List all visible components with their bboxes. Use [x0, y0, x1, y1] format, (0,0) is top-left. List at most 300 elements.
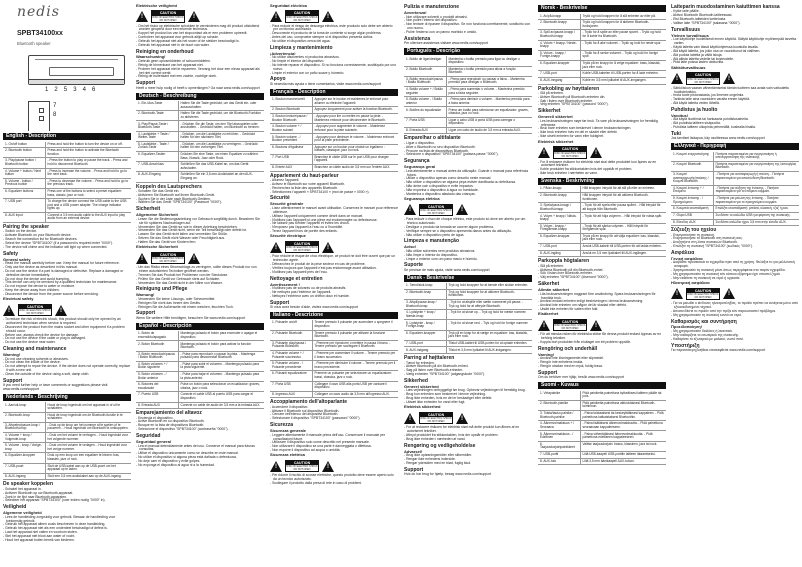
list-item: - Vælg enheden "SPBT34100" (adgangskode "0000").: [404, 373, 532, 377]
table-row: [538, 244, 666, 251]
table-row: [404, 107, 532, 117]
part-name: 4. Κουμπί έντασης + / Επόμενο: [671, 185, 713, 195]
warning-triangle-icon: [136, 11, 148, 22]
part-name: 4. Volym + knapp / Nästa-knapp: [538, 213, 580, 223]
part-description: - Πατήστε για μείωση της έντασης. - Πατήστε παρατεταμένα για το προηγούμενο κομμάτι.: [713, 195, 799, 205]
table-row: [270, 144, 398, 154]
list-item: - Ενεργοποιήστε το Bluetooth στη συσκευή σας.: [671, 237, 799, 241]
exclamation-icon: !: [543, 322, 545, 329]
table-row: [3, 433, 131, 443]
part-description: Koble en 3,5 mm lydkabel til AUX-inngangen.: [580, 77, 666, 84]
caution-label: [671, 72, 799, 84]
part-name: 8. AUX input: [3, 212, 45, 222]
list-item: - Não utilize o dispositivo perto de água.: [404, 234, 532, 238]
list-item: - Koppel het product los van het stopcontact als er een probleem optreedt.: [136, 32, 264, 36]
language-section-header: Português - Descrição: [404, 48, 532, 55]
list-item: - Slå på enheten.: [538, 265, 666, 269]
part-name: 4. Botão volume + / Botão seguinte: [404, 87, 446, 97]
part-name: 8. Entrée AUX: [270, 165, 312, 172]
list-item: - Aktiver Bluetooth på din Bluetooth-enhed.: [404, 365, 532, 369]
language-section-header: Español - Descripción: [136, 323, 264, 330]
list-item: - Om het risico op elektrische schokken te verminderen mag dit product uitsluitend worden geopend door een erkende technicus.: [136, 25, 264, 33]
list-item: - Rengör utsidan med en mjuk, fuktig trasa.: [538, 365, 666, 369]
section-heading: Emparejamiento del altavoz: [136, 410, 202, 417]
bullet-list: [270, 287, 398, 299]
exclamation-icon: !: [409, 207, 411, 214]
description-table: [538, 186, 666, 257]
subsection-heading: Waarschuwing!: [136, 54, 166, 60]
section-heading: Apoyo: [270, 76, 286, 83]
part-name: 7. USB-portti: [538, 451, 580, 458]
caution-label: [404, 204, 532, 216]
list-item: - Puhdista laitteen ulkopinta pehmeällä, kostealla liinalla.: [671, 126, 799, 130]
part-name: 6. Botões do equalizador: [404, 107, 446, 117]
warning-triangle-icon: [671, 73, 683, 84]
bullet-list: [671, 87, 799, 106]
exclamation-icon: !: [728, 291, 730, 298]
caution-box: [151, 10, 185, 22]
part-description: - Appuyez pour lire ou mettre en pause la piste. - Maintenez enfoncé pour déconnecter le Bluetooth.: [312, 114, 398, 124]
caution-label: [136, 10, 264, 22]
table-row: [270, 97, 398, 107]
part-name: 3. Toista/tauko-painike / Bluetooth-painike: [538, 411, 580, 421]
caution-title: CAUTION: [554, 320, 586, 324]
part-description: - Premere per aumentare il volume. - Tenere premuto per il brano successivo.: [312, 350, 398, 360]
part-name: 2. Bluetooth-knap: [404, 289, 446, 299]
list-item: - Seleccione el dispositivo "SPBT34100" (contraseña "0000").: [136, 428, 264, 432]
part-name: 1. On/off button: [3, 142, 45, 148]
paragraph: Per ulteriore assistenza visitare www.nedis.com/support: [404, 41, 488, 46]
list-item: - Wählen Sie das Gerät "SPBT34100" (Passwort "0000").: [136, 201, 264, 205]
part-description: - Trykk for å senke volumet. - Trykk og hold for forrige spor.: [580, 50, 666, 60]
table-row: [3, 178, 131, 188]
list-item: - Αναζητήστε στη λίστα συσκευών Bluetooth.: [671, 241, 799, 245]
part-description: Tilslut et 3,5 mm lydkabel til AUX-indgangen.: [446, 347, 532, 354]
part-name: 1. Virtapainike: [538, 391, 580, 401]
bullet-list: [136, 298, 264, 310]
caution-box: [419, 412, 453, 424]
list-item: - Utsätt inte enheten för vatten eller fukt.: [538, 308, 666, 312]
section-heading: Support: [538, 369, 558, 376]
warning-triangle-icon: [188, 253, 200, 264]
caution-line: RISK OF ELECTRIC SHOCK: [554, 324, 586, 328]
caution-box: [419, 204, 453, 216]
part-description: Press and hold the button to activate the Bluetooth function.: [45, 148, 131, 158]
list-item: - Lisez attentivement le manuel avant utilisation. Conservez le manuel pour référence ultérieure.: [270, 207, 398, 215]
part-description: Collegare un cavo audio da 3,5 mm all'ingresso AUX.: [312, 391, 398, 398]
table-row: [538, 411, 666, 421]
list-item: - Irrota tuote pistorasiasta, jos ilmenee ongelmia.: [671, 94, 799, 98]
list-item: - Søg på listen over Bluetooth-enheder.: [404, 369, 532, 373]
table-row: [538, 223, 666, 233]
list-item: - Não exponha o dispositivo à água ou humidade.: [404, 189, 532, 193]
list-item: - Gebruik het apparaat niet in de buurt van water.: [136, 44, 264, 48]
part-name: 8. AUX-indgang: [404, 347, 446, 354]
table-row: [538, 250, 666, 257]
list-item: - Limpe o exterior com um pano macio e húmido.: [404, 258, 532, 262]
section-heading: Segurança: [404, 158, 430, 165]
list-item: - Läs bruksanvisningen noggrant före användning. Spara bruksanvisningen för framtida bruk.: [538, 293, 666, 301]
part-description: - Tryk for at skrue op. - Tryk og hold for næste nummer.: [446, 310, 532, 320]
warning-triangle-icon: [3, 305, 15, 316]
list-item: - Switch on the device.: [3, 230, 131, 234]
subsection-heading: Sécurité électrique: [270, 233, 306, 239]
bullet-list: [270, 434, 398, 453]
part-name: 5. Bouton volume - / Bouton précédent: [270, 134, 312, 144]
list-item: - Accendere il dispositivo.: [270, 406, 398, 410]
caution-label: [3, 304, 131, 316]
bullet-list: [671, 10, 799, 25]
section-heading: Rengöring och underhåll: [538, 345, 598, 352]
caution-title: CAUTION: [152, 11, 184, 15]
part-name: 5. Lydstyrke - knap / Forrige-knap: [404, 320, 446, 330]
bullet-list: [671, 330, 799, 342]
part-name: 1. Aan/uit-knop: [3, 402, 45, 412]
exclamation-icon: !: [60, 307, 62, 314]
caution-line: RISK OF ELECTRIC SHOCK: [286, 465, 318, 469]
table-row: [136, 131, 264, 141]
bullet-list: [270, 255, 398, 274]
part-description: - Druk om het volume te verlagen. - Houd ingedrukt voor het vorige nummer.: [45, 443, 131, 453]
paragraph: If you need further help or have comments or suggestions please visit www.nedis.com/support: [3, 383, 108, 392]
subsection-heading: Warnung!: [136, 292, 155, 298]
warning-triangle-icon: [270, 461, 282, 472]
part-description: Tilslut USB-kablet til USB-porten for at oplade enheden.: [446, 340, 532, 347]
bullet-list: [136, 445, 264, 468]
table-row: [538, 451, 666, 458]
part-name: 8. Entrada AUX: [404, 127, 446, 134]
subsection-heading: Elektrisk sikkerhed: [404, 404, 441, 410]
list-item: - Utilice el dispositivo únicamente como se describe en este manual.: [136, 452, 264, 456]
bullet-list: [404, 170, 532, 197]
part-name: 4. Botón volumen + / Botón siguiente: [136, 361, 178, 371]
table-row: [538, 193, 666, 203]
section-heading: Καθαρισμός και συντήρηση: [671, 318, 737, 325]
table-row: [136, 121, 264, 131]
list-item: - Aktivera Bluetooth på din Bluetooth-enhet.: [538, 269, 666, 273]
part-name: 7. USB port: [3, 199, 45, 213]
list-item: - Aktivoi Bluetooth Bluetooth-laitteessasi.: [671, 14, 799, 18]
list-item: - Reinig de buitenkant met een zachte, vochtige doek.: [136, 75, 264, 79]
caution-line: DO NOT OPEN: [561, 154, 579, 158]
caution-line: RISK OF ELECTRIC SHOCK: [152, 15, 184, 19]
part-description: - Drücken, um die Lautstärke zu verringern. - Gedrückt halten für den vorherigen Titel.: [178, 141, 264, 151]
subsection-heading: Allmän säkerhet: [538, 287, 569, 293]
bullet-list: [404, 16, 532, 35]
list-item: - Älä altista laitetta vedelle tai kosteudelle.: [671, 58, 799, 62]
part-description: Branchez le câble USB sur le port USB pour charger l'appareil.: [312, 154, 398, 164]
speaker-side-illustration: [28, 101, 57, 131]
list-item: - Zoek in de lijst naar Bluetooth-apparaten.: [3, 496, 131, 500]
warning-triangle-icon: [723, 288, 735, 299]
part-name: 2. Bluetooth-knop: [3, 412, 45, 422]
warning-triangle-icon: [55, 305, 67, 316]
part-name: 7. USB-Anschluss: [136, 162, 178, 172]
list-item: - Read the manual carefully before use. Keep the manual for future reference.: [3, 262, 131, 266]
list-item: - Reinigen Sie nicht das Innere des Geräts.: [136, 302, 264, 306]
list-item: - Houd het apparaat buiten bereik van kinderen.: [3, 539, 131, 543]
exclamation-icon: !: [8, 307, 10, 314]
part-name: 6. Taajuuskorjainpainikkeet: [538, 441, 580, 451]
part-name: 1. Bouton marche/arrêt: [270, 97, 312, 107]
caution-label: [136, 252, 264, 264]
table-row: [270, 114, 398, 124]
list-item: - No intente reparar el dispositivo. Si no funciona correctamente, sustitúyalo por uno nuevo.: [270, 64, 398, 72]
warning-triangle-icon: [590, 320, 602, 331]
warning-triangle-icon: [404, 413, 416, 424]
list-item: - Valitse laite "SPBT34100" (salasana "0000").: [671, 22, 799, 26]
subsection-heading: Seguridad eléctrica: [270, 2, 307, 8]
column-3: [270, 3, 398, 486]
callout-8: 8: [53, 112, 57, 118]
table-row: [538, 431, 666, 441]
list-item: - No utilice el dispositivo cerca del agua.: [270, 40, 398, 44]
list-item: - Μην εκθέτετε τη συσκευή σε νερό ή υγρασία.: [671, 277, 799, 281]
table-row: [136, 361, 264, 371]
subsection-heading: Γενική ασφάλεια: [671, 255, 703, 261]
part-description: Mantenga pulsado el botón para encender o apagar el dispositivo.: [178, 331, 264, 341]
section-heading: Sikkerhet: [538, 108, 561, 115]
list-item: - Do not use the device if a part is damaged or defective. Replace a damaged or defective device immediately.: [3, 270, 131, 278]
part-description: Trykk og hold knappen for å slå enheten av eller på.: [580, 14, 666, 20]
part-description: Håll knappen intryckt för att slå på eller av enheten.: [580, 186, 666, 192]
bullet-list: [538, 357, 666, 369]
caution-line: RISK OF ELECTRIC SHOCK: [19, 309, 51, 313]
table-row: [671, 195, 799, 205]
part-name: 5. Botão volume - / Botão anterior: [404, 97, 446, 107]
paragraph: Wenn Sie weitere Hilfe benötigen, besuchen Sie www.nedis.com/support: [136, 315, 246, 320]
list-item: - Verwenden Sie das Gerät nicht in der Nähe von Wasser.: [136, 282, 264, 286]
part-description: Druk op een knop om een equalizer te kiezen: bas, klassiek, jazz of rock.: [45, 453, 131, 463]
language-section-header: English - Description: [3, 133, 131, 140]
list-item: - Brug ikke enheden i nærheden af vand.: [404, 438, 532, 442]
part-description: - Πατήστε για αύξηση της έντασης. - Πατήστε παρατεταμένα για το επόμενο κομμάτι.: [713, 185, 799, 195]
part-description: Mantenha o botão premido para ligar ou desligar o dispositivo.: [446, 56, 532, 66]
table-row: [136, 331, 264, 341]
list-item: - Vérifiez toujours que l'appareil n'est pas endommagé avant utilisation.: [270, 267, 398, 271]
list-item: - Recherchez la liste des appareils Bluetooth.: [270, 187, 398, 191]
part-name: 1. Botón de encendido/apagado: [136, 331, 178, 341]
part-description: - Tryck för att sänka volymen. - Håll intryckt för föregående spår.: [580, 223, 666, 233]
part-name: 7. Port USB: [270, 154, 312, 164]
warning-triangle-icon: [723, 73, 735, 84]
table-row: [136, 382, 264, 392]
list-item: - Καθαρίστε το εξωτερικό με μαλακό, νωπό πανί.: [671, 338, 799, 342]
part-description: Press and hold the button to turn the device on or off.: [45, 142, 131, 148]
part-name: 1. Pulsante on/off: [270, 320, 312, 330]
table-row: [671, 212, 799, 219]
subsection-heading: General safety: [3, 256, 31, 262]
callout-7: 7: [53, 103, 57, 109]
exclamation-icon: !: [461, 415, 463, 422]
list-item: - Slå på enheten.: [538, 92, 666, 96]
caution-line: DO NOT OPEN: [427, 212, 445, 216]
section-heading: Support: [270, 299, 290, 306]
list-item: - Bruk bare enheten som beskrevet i denne bruksanvisningen.: [538, 127, 666, 131]
table-row: [538, 20, 666, 30]
list-item: - Active Bluetooth en su dispositivo Bluetooth.: [136, 420, 264, 424]
part-name: 8. Ingresso AUX: [270, 391, 312, 398]
part-description: Houd de knop ingedrukt om het apparaat in of uit te schakelen.: [45, 402, 131, 412]
part-name: 7. Porta USB: [404, 117, 446, 127]
section-heading: Safety: [3, 250, 19, 257]
subsection-heading: Ηλεκτρική ασφάλεια: [671, 280, 710, 286]
table-row: [3, 412, 131, 422]
part-description: Press one of the buttons to select a preset equalizer: bass, classic, jazz or rock.: [45, 188, 131, 198]
list-item: - Koppla bort produkten från eluttaget om ett problem uppstår.: [538, 341, 666, 345]
list-item: - Non esporre il dispositivo ad acqua o umidità.: [270, 449, 398, 453]
caution-label: [270, 460, 398, 472]
list-item: - Select the device "SPBT34100" (if a password is required enter "0000").: [3, 242, 131, 246]
list-item: - Do not expose the device to water or moisture.: [3, 285, 131, 289]
bullet-list: [270, 474, 398, 486]
bullet-list: [270, 406, 398, 421]
part-description: Collegare il cavo USB alla porta USB per caricare il dispositivo.: [312, 381, 398, 391]
table-row: [3, 168, 131, 178]
figure-callout-numbers: 1 2 5 3 4 6: [45, 87, 98, 93]
part-description: - Tryk for at skrue ned. - Tryk og hold for forrige nummer.: [446, 320, 532, 330]
table-row: [3, 463, 131, 473]
table-row: [538, 400, 666, 410]
table-row: [671, 172, 799, 186]
bullet-list: [3, 230, 131, 249]
part-name: 2. Bouton Bluetooth: [270, 107, 312, 114]
list-item: - Reinigen Sie die Außenseite mit einem weichen, feuchten Tuch.: [136, 306, 264, 310]
part-description: - Pulse para bajar el volumen. - Mantenga pulsado para la pista anterior.: [178, 371, 264, 381]
list-item: - Använd inte enheten om någon del är skadad eller defekt.: [538, 304, 666, 308]
caution-line: RISK OF ELECTRIC SHOCK: [286, 15, 318, 19]
bullet-list: [3, 358, 131, 377]
product-model: SPBT34100xx: [17, 30, 63, 37]
part-name: 7. USB-poort: [3, 463, 45, 473]
table-row: [136, 371, 264, 381]
list-item: - To reduce the risk of electric shock, this product should only be opened by an authorized technician when service is required.: [3, 318, 131, 326]
list-item: - Käytä laitetta vain tässä käyttöohjeessa kuvatulla tavalla.: [671, 46, 799, 50]
part-name: 8. AUX-ingång: [538, 250, 580, 257]
part-description: - Trykk for å øke volumet. - Trykk og hold for neste spor.: [580, 40, 666, 50]
list-item: - Utilisez l'appareil uniquement comme décrit dans ce manuel.: [270, 215, 398, 219]
section-heading: Laiteparin muodostaminen kaiuttimen kanssa: [671, 4, 780, 10]
caution-line: DO NOT OPEN: [159, 260, 177, 264]
list-item: - Utilize o dispositivo apenas como descrito neste manual.: [404, 177, 532, 181]
list-item: - Ikke utsett enheten for vann eller fuktighet.: [538, 135, 666, 139]
list-item: - Brug kun enheden som beskrevet i denne vejledning.: [404, 393, 532, 397]
part-description: Liitä USB-kaapeli USB-porttiin laitteen lataamiseksi.: [580, 451, 666, 458]
exclamation-icon: !: [193, 255, 195, 262]
bullet-list: [3, 488, 131, 503]
exclamation-icon: !: [595, 322, 597, 329]
list-item: - Non pulire l'interno del dispositivo.: [404, 19, 532, 23]
part-name: 3. Afspelen/pauze-knop / Bluetooth-knop: [3, 422, 45, 432]
part-description: - Pulse para reproducir o pausar la pista. - Mantenga pulsado para desconectar Bluetooth.: [178, 351, 264, 361]
part-name: 8. Entrada AUX: [136, 402, 178, 409]
section-heading: Veiligheid: [3, 504, 27, 511]
part-name: 7. USB-port: [538, 244, 580, 251]
language-section-header: Nederlands - Beschrijving: [3, 394, 131, 401]
exclamation-icon: !: [595, 149, 597, 156]
part-name: 1. Av/på-knapp: [538, 14, 580, 20]
section-heading: Σύζευξη του ηχείου: [671, 227, 717, 234]
exclamation-icon: !: [676, 75, 678, 82]
caution-title: CAUTION: [420, 205, 452, 209]
exclamation-icon: !: [193, 13, 195, 20]
language-section-header: Dansk - Beskrivelse: [404, 275, 532, 282]
warning-triangle-icon: [538, 320, 550, 331]
part-name: 4. Bouton volume + / Bouton suivant: [270, 124, 312, 134]
part-name: 5. Volume - knop / Vorige-knop: [3, 443, 45, 453]
subsection-heading: Elektrisk sikkerhet: [538, 138, 574, 144]
part-description: - Tryk for at afspille eller sætte nummeret på pause. - Tryk og hold for at afbryde Bluetooth.: [446, 300, 532, 310]
part-name: 5. Volum - knapp / Forrige-knapp: [538, 50, 580, 60]
table-row: [404, 310, 532, 320]
section-heading: Parkoppla högtalaren: [538, 258, 590, 265]
bullet-list: [671, 38, 799, 65]
table-row: [136, 111, 264, 121]
list-item: - No utilice disolventes ni productos abrasivos.: [270, 56, 398, 60]
list-item: - Leia atentamente o manual antes da utilização. Guarde o manual para referência futura.: [404, 170, 532, 178]
part-description: Ligue um cabo de áudio de 3,5 mm à entrada AUX.: [446, 127, 532, 134]
bullet-list: [404, 389, 532, 404]
caution-line: DO NOT OPEN: [694, 80, 712, 84]
list-item: - Verifique sempre se o dispositivo apresenta danos antes da utilização.: [404, 230, 532, 234]
list-item: - For å redusere risikoen for elektrisk støt skal dette produktet kun åpnes av en autorisert tekniker.: [538, 161, 666, 169]
list-item: - Επιλέξτε τη συσκευή "SPBT34100" (κωδικός "0000").: [671, 245, 799, 249]
list-item: - N'utilisez pas de solvants ou de produits abrasifs.: [270, 287, 398, 291]
caution-box: [285, 241, 319, 253]
section-heading: Sikkerhed: [404, 377, 428, 384]
paragraph: Si necesita más ayuda o tiene comentarios, visite www.nedis.com/support: [270, 81, 382, 86]
part-name: 8. Είσοδος AUX: [671, 219, 713, 226]
list-item: - Não deixe cair o dispositivo e evite impactos.: [404, 185, 532, 189]
part-description: Pulse un botón para seleccionar un ecualizador: graves, clásica, jazz o rock.: [178, 382, 264, 392]
section-heading: Ασφάλεια: [671, 249, 695, 256]
list-item: - Χρησιμοποιείτε τη συσκευή μόνο όπως περιγράφεται στο παρόν εγχειρίδιο.: [671, 269, 799, 273]
warning-triangle-icon: [456, 204, 468, 215]
part-name: 5. Botón volumen - / Botón anterior: [136, 371, 178, 381]
table-row: [671, 206, 799, 213]
table-row: [404, 127, 532, 134]
bullet-list: [404, 454, 532, 466]
part-description: Houd de knop ingedrukt om de Bluetooth-functie in te schakelen.: [45, 412, 131, 422]
part-name: 3. Botón reproducir/pausa / Botón Bluetooth: [136, 351, 178, 361]
list-item: - Do not drop the device and avoid bumping.: [3, 278, 131, 282]
list-item: - Allumez l'appareil.: [270, 179, 398, 183]
exclamation-icon: !: [275, 244, 277, 251]
table-row: [136, 341, 264, 351]
list-item: - Mantenha o dispositivo afastado das crianças.: [404, 193, 532, 197]
part-description: Pidä painiketta painettuna kytkeäksesi laitteen päälle tai pois.: [580, 391, 666, 401]
part-description: Tryck på en knapp för att välja equalizer: bas, klassisk, jazz eller rock.: [580, 233, 666, 243]
list-item: - Non tentare di riparare il dispositivo. Se non funziona correttamente, sostituirlo con uno nuovo.: [404, 23, 532, 31]
list-item: - Before use, always check the device for damage.: [3, 334, 131, 338]
bullet-list: [3, 262, 131, 297]
bullet-list: [671, 302, 799, 317]
table-row: [136, 162, 264, 172]
list-item: - Clean the outside of the device using a soft, damp cloth.: [3, 373, 131, 377]
caution-title: CAUTION: [286, 242, 318, 246]
part-description: Πατήστε παρατεταμένα για ενεργοποίηση της λειτουργίας Bluetooth.: [713, 161, 799, 171]
table-row: [538, 60, 666, 70]
list-item: - Selecteer het apparaat "SPBT34100" (voer indien nodig "0000" in).: [3, 499, 131, 503]
part-name: 1. På/av-knapp: [538, 186, 580, 192]
list-item: - Älä pudota laitetta ja vältä iskuja.: [671, 54, 799, 58]
caution-label: [270, 10, 398, 22]
table-row: [671, 185, 799, 195]
section-heading: Parring af højttaleren: [404, 355, 455, 362]
list-item: - Ne laissez pas tomber l'appareil et évitez les chocs.: [270, 222, 398, 226]
caution-title: CAUTION: [286, 461, 318, 465]
table-row: [3, 199, 131, 213]
